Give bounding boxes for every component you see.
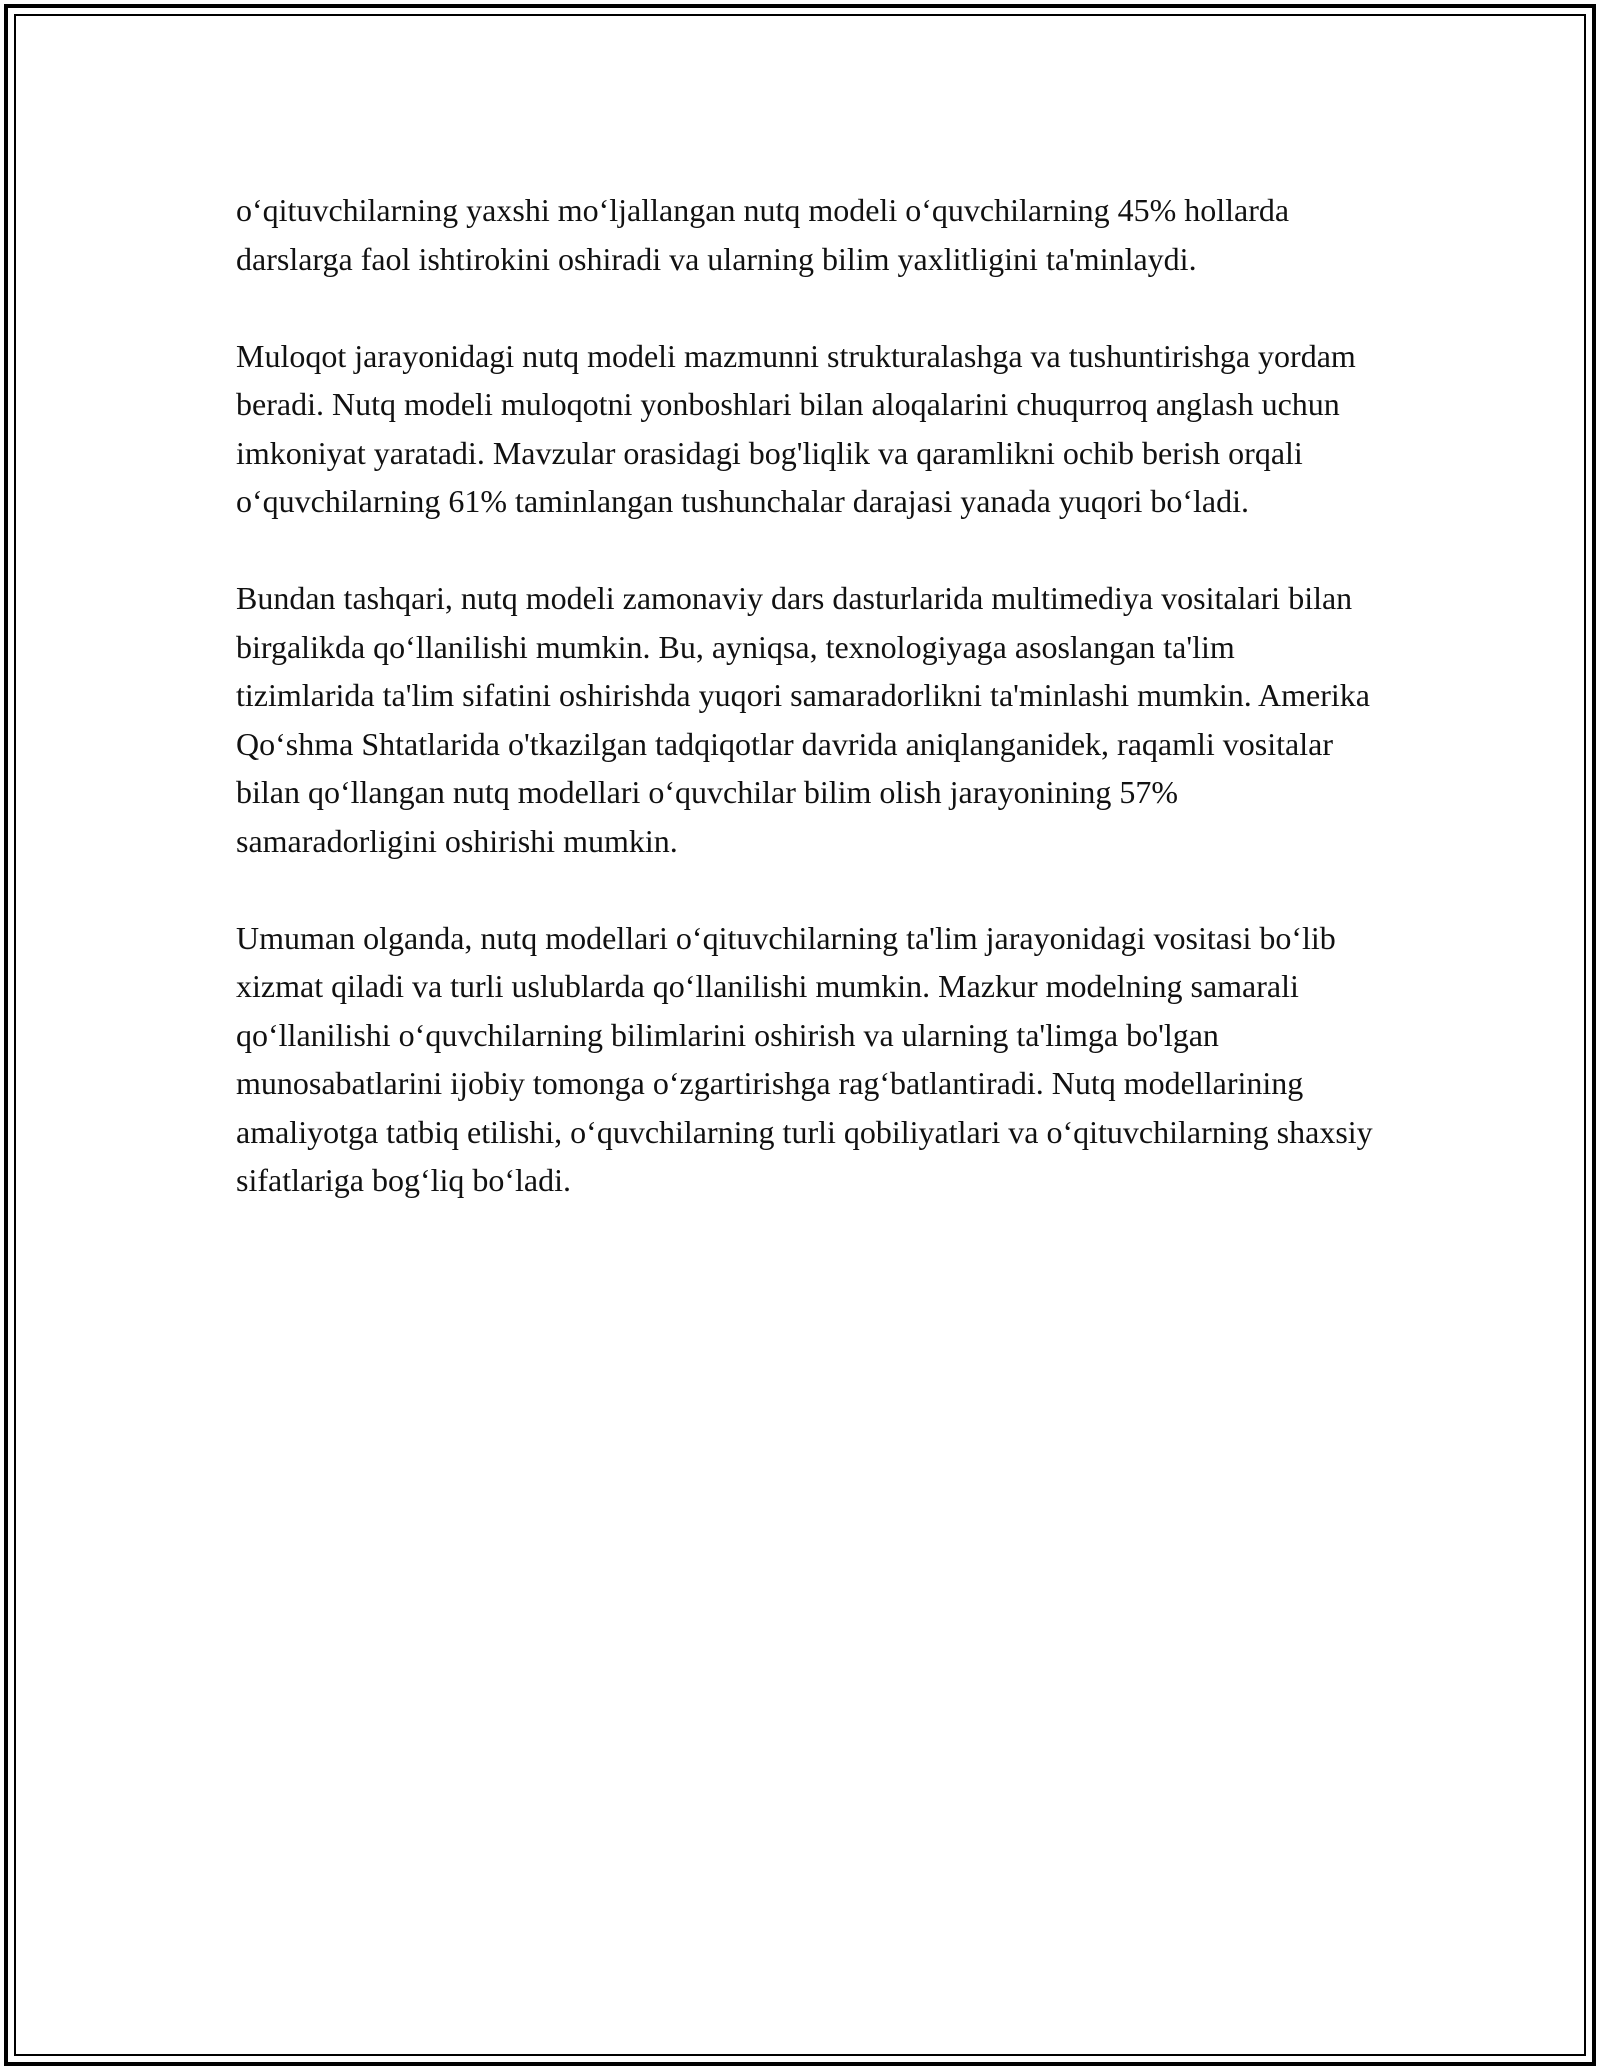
paragraph-3: Bundan tashqari, nutq modeli zamonaviy dars dasturlarida multimediya vositalari bilan birgalikda qo‘llanilishi mumkin. Bu, ayniqsa, texnologiyaga asoslangan ta'lim tizimlarida ta'lim sifatini oshirishda yuqori samaradorlikni ta'minlashi mumkin. Amerika Qo‘shma Shtatlarida o'tkazilgan tadqiqotlar davrida aniqlanganidek, raqamli vositalar bilan qo‘llangan nutq modellari o‘quvchilar bilim olish jarayonining 57% samaradorligini oshirishi mumkin.: [236, 580, 1370, 859]
paragraph-4: Umuman olganda, nutq modellari o‘qituvchilarning ta'lim jarayonidagi vositasi bo‘lib xizmat qiladi va turli uslublarda qo‘llanilishi mumkin. Mazkur modelning samarali qo‘llanilishi o‘quvchilarning bilimlarini oshirish va ularning ta'limga bo'lgan munosabatlarini ijobiy tomonga o‘zgartirishga rag‘batlantiradi. Nutq modellarining amaliyotga tatbiq etilishi, o‘quvchilarning turli qobiliyatlari va o‘qituvchilarning shaxsiy sifatlariga bog‘liq bo‘ladi.: [236, 919, 1373, 1198]
document-body: [236, 186, 1376, 1253]
paragraph-2: Muloqot jarayonidagi nutq modeli mazmunni strukturalashga va tushuntirishga yordam beradi. Nutq modeli muloqotni yonboshlari bilan aloqalarini chuqurroq anglash uchun imkoniyat yaratadi. Mavzular orasidagi bog'liqlik va qaramlikni ochib berish orqali o‘quvchilarning 61% taminlangan tushunchalar darajasi yanada yuqori bo‘ladi.: [236, 337, 1356, 519]
paragraph-1: o‘qituvchilarning yaxshi mo‘ljallangan nutq modeli o‘quvchilarning 45% hollarda darslarga faol ishtirokini oshiradi va ularning bilim yaxlitligini ta'minlaydi.: [236, 192, 1290, 277]
